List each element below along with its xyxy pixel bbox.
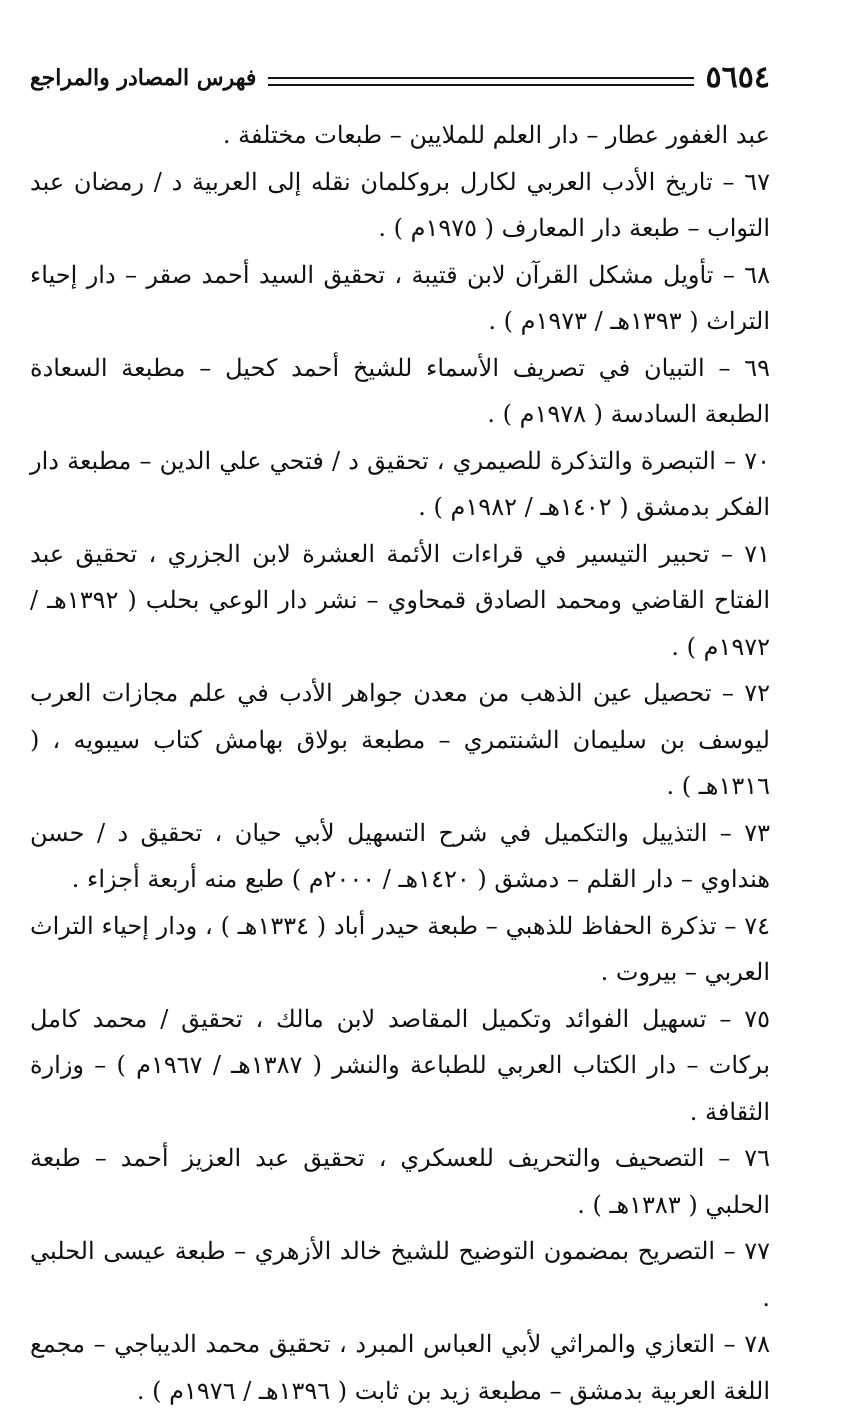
reference-entry-69: ٦٩ – التبيان في تصريف الأسماء للشيخ أحمد كحيل – مطبعة السعادة الطبعة السادسة ( ١٩٧٨م ) . (30, 353, 770, 428)
reference-entry-continuation: عبد الغفور عطار – دار العلم للملايين – طبعات مختلفة . (222, 121, 770, 149)
references-list (30, 112, 770, 1414)
reference-entry-67: ٦٧ – تاريخ الأدب العربي لكارل بروكلمان نقله إلى العربية د / رمضان عبد التواب – طبعة دار المعارف ( ١٩٧٥م ) . (30, 167, 770, 242)
page-number: ٥٦٥٤ (705, 60, 770, 95)
reference-entry-75: ٧٥ – تسهيل الفوائد وتكميل المقاصد لابن مالك ، تحقيق / محمد كامل بركات – دار الكتاب العربي للطباعة والنشر ( ١٣٨٧هـ / ١٩٦٧م ) – وزارة الثقافة . (30, 1004, 771, 1126)
header-rule (268, 77, 693, 86)
reference-entry-74: ٧٤ – تذكرة الحفاظ للذهبي – طبعة حيدر أباد ( ١٣٣٤هـ ) ، ودار إحياء التراث العربي – بيروت . (30, 911, 771, 986)
reference-entry-77: ٧٧ – التصريح بمضمون التوضيح للشيخ خالد الأزهري – طبعة عيسى الحلبي . (30, 1237, 770, 1312)
reference-entry-78: ٧٨ – التعازي والمراثي لأبي العباس المبرد ، تحقيق محمد الديباجي – مجمع اللغة العربية بدمشق – مطبعة زيد بن ثابت ( ١٣٩٦هـ / ١٩٧٦م ) . (30, 1330, 770, 1405)
reference-entry-76: ٧٦ – التصحيف والتحريف للعسكري ، تحقيق عبد العزيز أحمد – طبعة الحلبي ( ١٣٨٣هـ ) . (30, 1144, 770, 1219)
reference-entry-73: ٧٣ – التذييل والتكميل في شرح التسهيل لأبي حيان ، تحقيق د / حسن هنداوي – دار القلم – دمشق ( ١٤٢٠هـ / ٢٠٠٠م ) طبع منه أربعة أجزاء . (30, 818, 770, 893)
reference-entry-72: ٧٢ – تحصيل عين الذهب من معدن جواهر الأدب في علم مجازات العرب ليوسف بن سليمان الشنتمري – مطبعة بولاق بهامش كتاب سيبويه ، ( ١٣١٦هـ ) . (30, 679, 770, 800)
header-title: فهرس المصادر والمراجع (30, 65, 257, 91)
running-header (30, 58, 770, 98)
reference-entry-70: ٧٠ – التبصرة والتذكرة للصيمري ، تحقيق د / فتحي علي الدين – مطبعة دار الفكر بدمشق ( ١٤٠٢هـ / ١٩٨٢م ) . (30, 446, 770, 521)
reference-entry-68: ٦٨ – تأويل مشكل القرآن لابن قتيبة ، تحقيق السيد أحمد صقر – دار إحياء التراث ( ١٣٩٣هـ / ١٩٧٣م ) . (30, 260, 770, 335)
reference-entry-71: ٧١ – تحبير التيسير في قراءات الأئمة العشرة لابن الجزري ، تحقيق عبد الفتاح القاضي ومحمد الصادق قمحاوي – نشر دار الوعي بحلب ( ١٣٩٢هـ / ١٩٧٢م ) . (30, 539, 771, 661)
